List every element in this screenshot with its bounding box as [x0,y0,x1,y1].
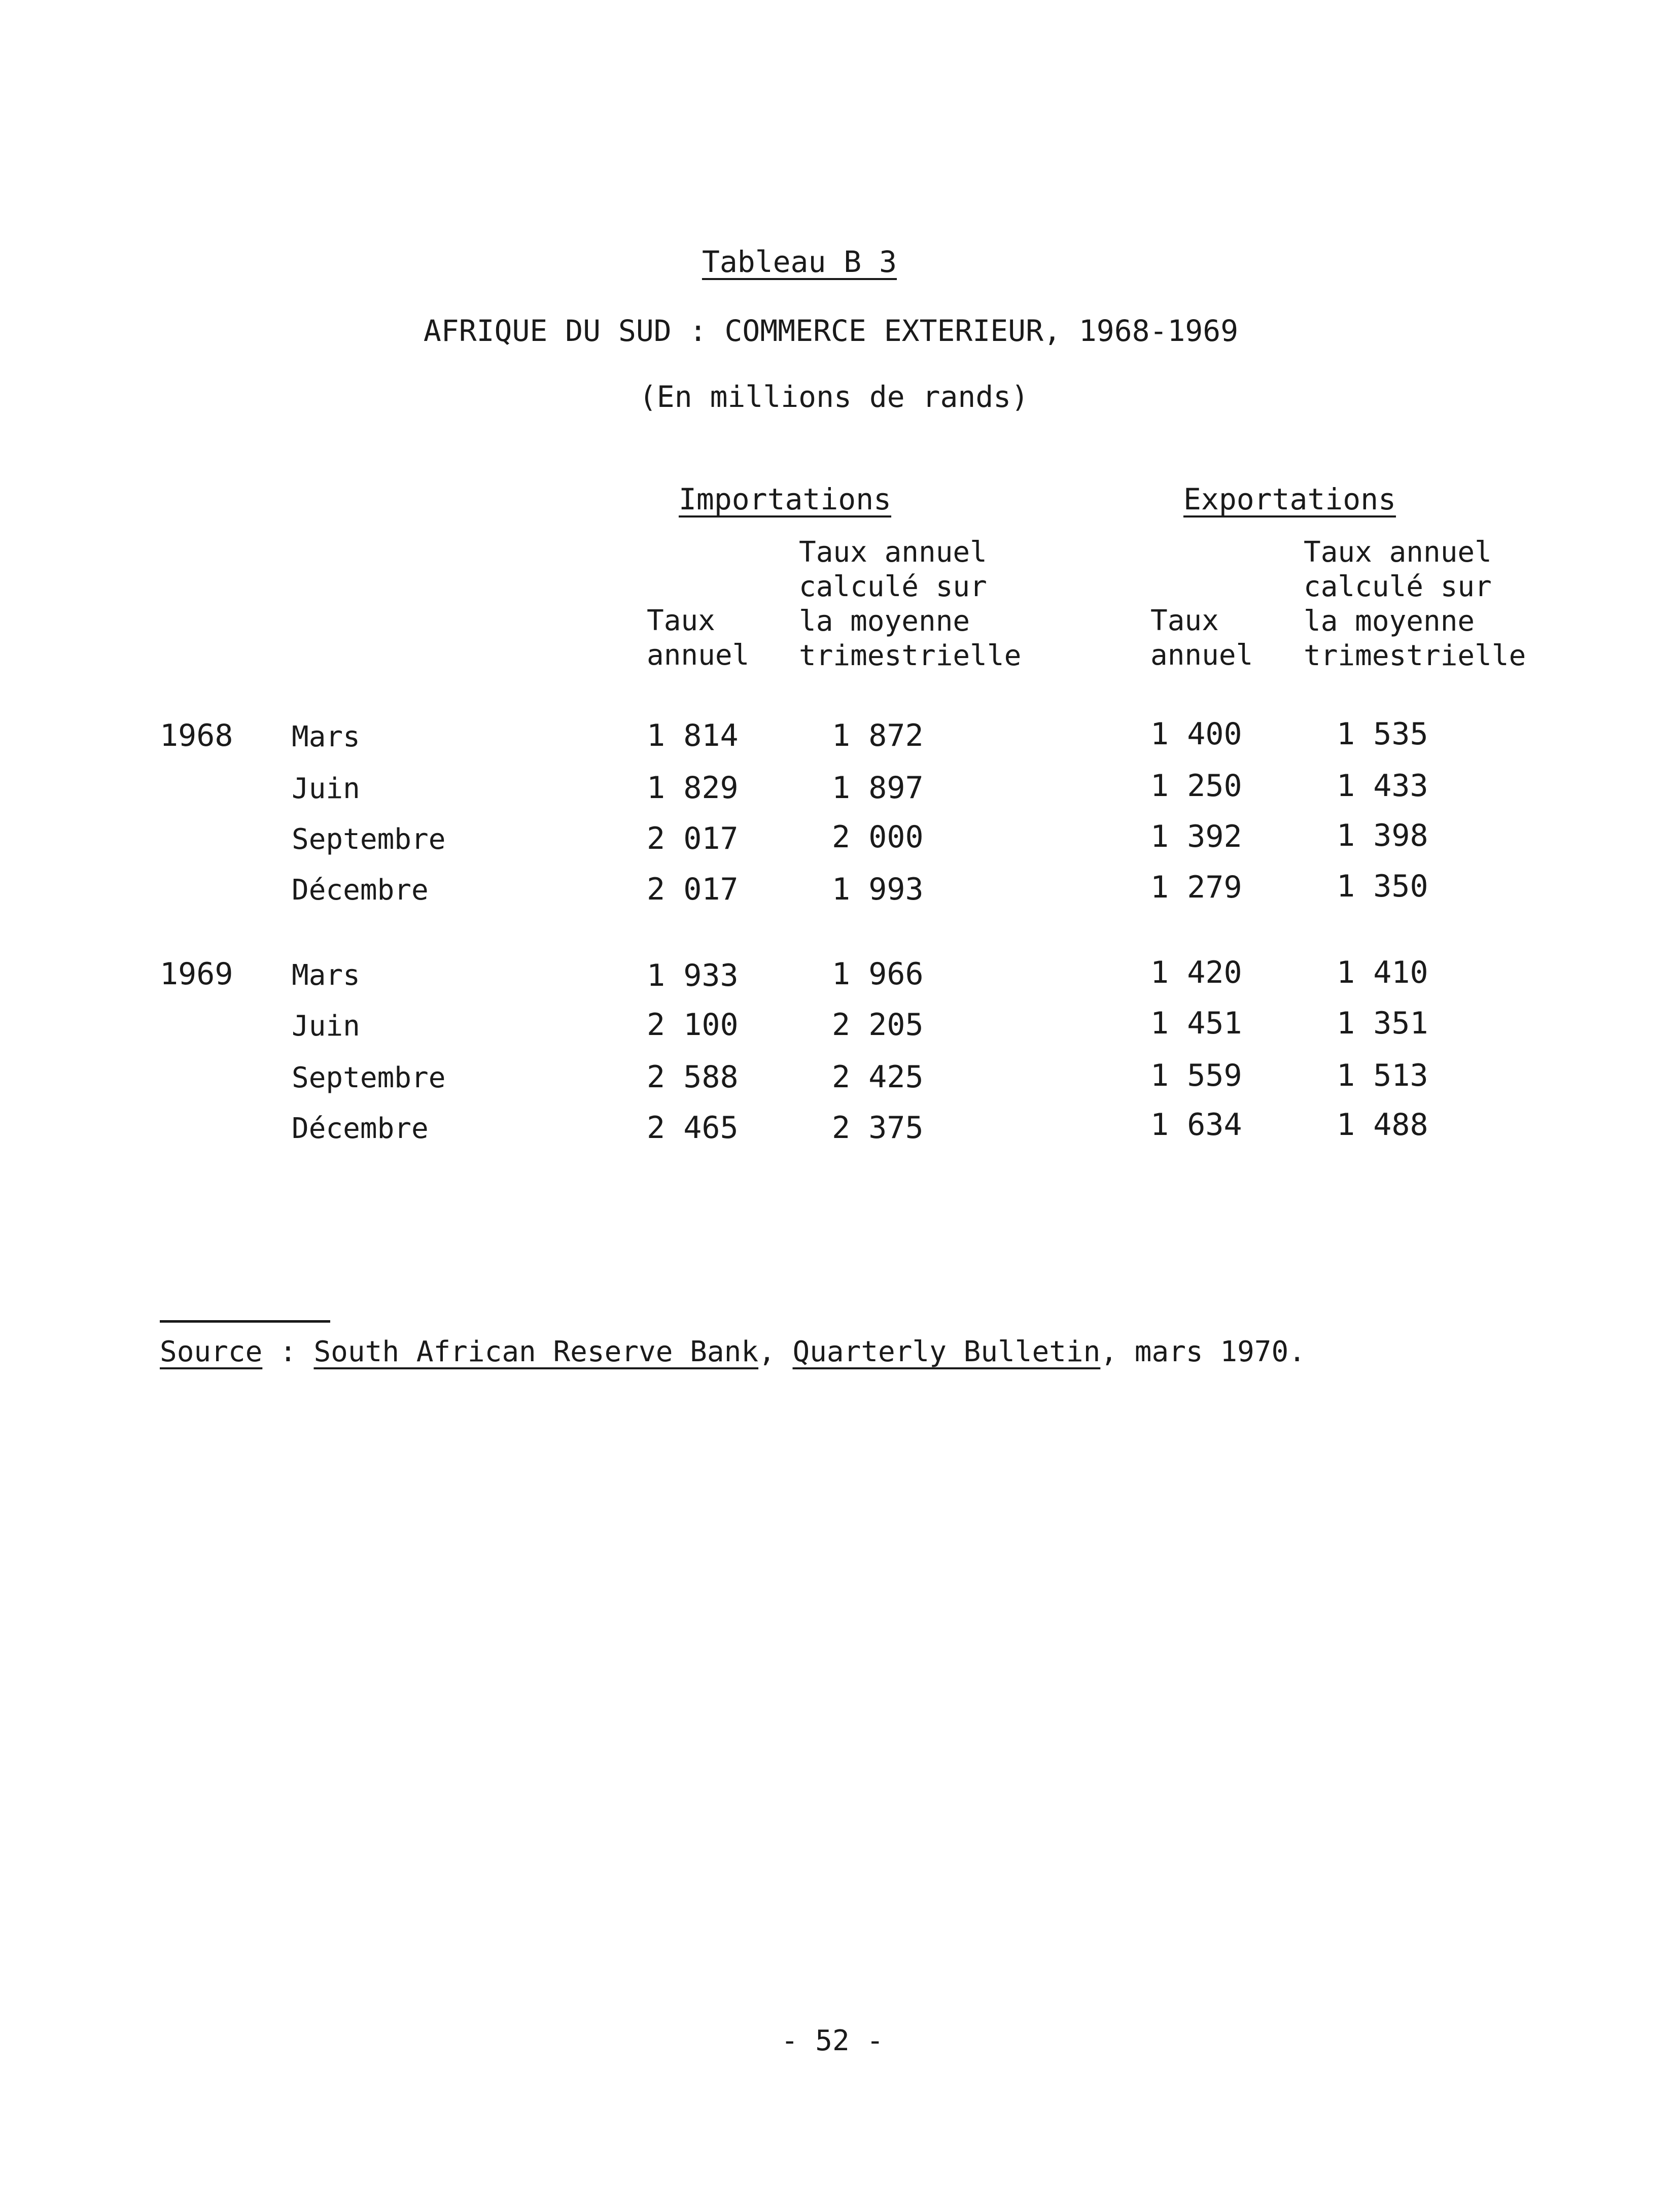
exports-annual-rate-cell: 1 420 [1150,955,1242,990]
exports-annual-rate-header [1150,604,1253,673]
table-unit [0,380,1680,414]
imports-annual-rate-cell: 2 588 [647,1059,739,1095]
row-month: Décembre [292,874,429,907]
imports-quarterly-average-cell: 1 897 [832,770,924,806]
exports-annual-rate-cell: 1 451 [1150,1006,1242,1041]
header-line: trimestrielle [1304,639,1526,672]
exports-annual-rate-cell: 1 400 [1150,716,1242,752]
header-line: calculé sur [799,570,987,603]
exports-quarterly-average-cell: 1 350 [1337,869,1428,904]
header-line: Taux [647,604,715,637]
row-month: Mars [292,959,360,992]
imports-annual-rate-cell: 2 017 [647,821,739,856]
header-line: annuel [647,639,750,672]
exports-quarterly-average-cell: 1 351 [1337,1006,1428,1041]
imports-quarterly-average-cell: 2 425 [832,1059,924,1095]
source-publication: Quarterly Bulletin [792,1335,1101,1368]
source-note [160,1335,1306,1368]
imports-quarterly-average-cell: 2 205 [832,1007,924,1043]
table-subtitle [0,314,1680,348]
imports-quarterly-average-header [799,535,1021,673]
exports-annual-rate-cell: 1 634 [1150,1107,1242,1143]
header-line: calculé sur [1304,570,1492,603]
page-number-text: - 52 - [781,2024,884,2057]
row-year: 1969 [160,956,233,992]
exports-annual-rate-cell: 1 279 [1150,870,1242,905]
exports-annual-rate-cell: 1 392 [1150,819,1242,854]
row-month: Juin [292,772,360,805]
exports-quarterly-average-cell: 1 433 [1337,768,1428,804]
row-month: Septembre [292,1061,446,1094]
imports-annual-rate-cell: 2 465 [647,1110,739,1146]
header-line: Taux annuel [799,536,987,569]
header-line: trimestrielle [799,639,1022,672]
imports-annual-rate-cell: 1 933 [647,958,739,993]
row-month: Mars [292,720,360,753]
imports-quarterly-average-cell: 2 375 [832,1110,924,1146]
table-subtitle-text: AFRIQUE DU SUD : COMMERCE EXTERIEUR, 1968-1969 [423,314,1239,348]
row-year: 1968 [160,718,233,753]
exports-quarterly-average-cell: 1 488 [1337,1107,1428,1143]
imports-quarterly-average-cell: 2 000 [832,819,924,855]
row-month: Décembre [292,1112,429,1145]
imports-quarterly-average-cell: 1 966 [832,956,924,992]
exports-quarterly-average-cell: 1 535 [1337,716,1428,752]
imports-quarterly-average-cell: 1 993 [832,872,924,907]
imports-annual-rate-cell: 2 017 [647,872,739,907]
page-number [0,2024,1680,2057]
exports-quarterly-average-header [1304,535,1526,673]
imports-annual-rate-cell: 1 814 [647,718,739,753]
source-date: , mars 1970. [1100,1335,1306,1368]
imports-annual-rate-cell: 2 100 [647,1007,739,1043]
imports-annual-rate-header [647,604,749,673]
source-separator: : [262,1335,314,1368]
source-comma: , [758,1335,793,1368]
exports-annual-rate-cell: 1 250 [1150,768,1242,804]
exports-annual-rate-cell: 1 559 [1150,1058,1242,1093]
row-month: Juin [292,1010,360,1043]
header-line: la moyenne [799,605,970,638]
source-institution: South African Reserve Bank [313,1335,759,1368]
row-month: Septembre [292,823,446,856]
header-line: Taux [1150,604,1219,637]
header-line: la moyenne [1304,605,1475,638]
imports-quarterly-average-cell: 1 872 [832,718,924,753]
table-title-text: Tableau B 3 [702,245,897,279]
exports-quarterly-average-cell: 1 513 [1337,1058,1428,1093]
imports-annual-rate-cell: 1 829 [647,770,739,806]
imports-header: Importations [679,482,892,516]
table-title [0,245,1680,279]
exports-quarterly-average-cell: 1 410 [1337,955,1428,990]
exports-quarterly-average-cell: 1 398 [1337,818,1428,853]
source-label: Source [160,1335,263,1368]
table-unit-text: (En millions de rands) [639,380,1029,414]
header-line: annuel [1150,639,1253,672]
exports-header: Exportations [1183,482,1396,516]
header-line: Taux annuel [1304,536,1492,569]
footnote-rule [160,1320,330,1323]
